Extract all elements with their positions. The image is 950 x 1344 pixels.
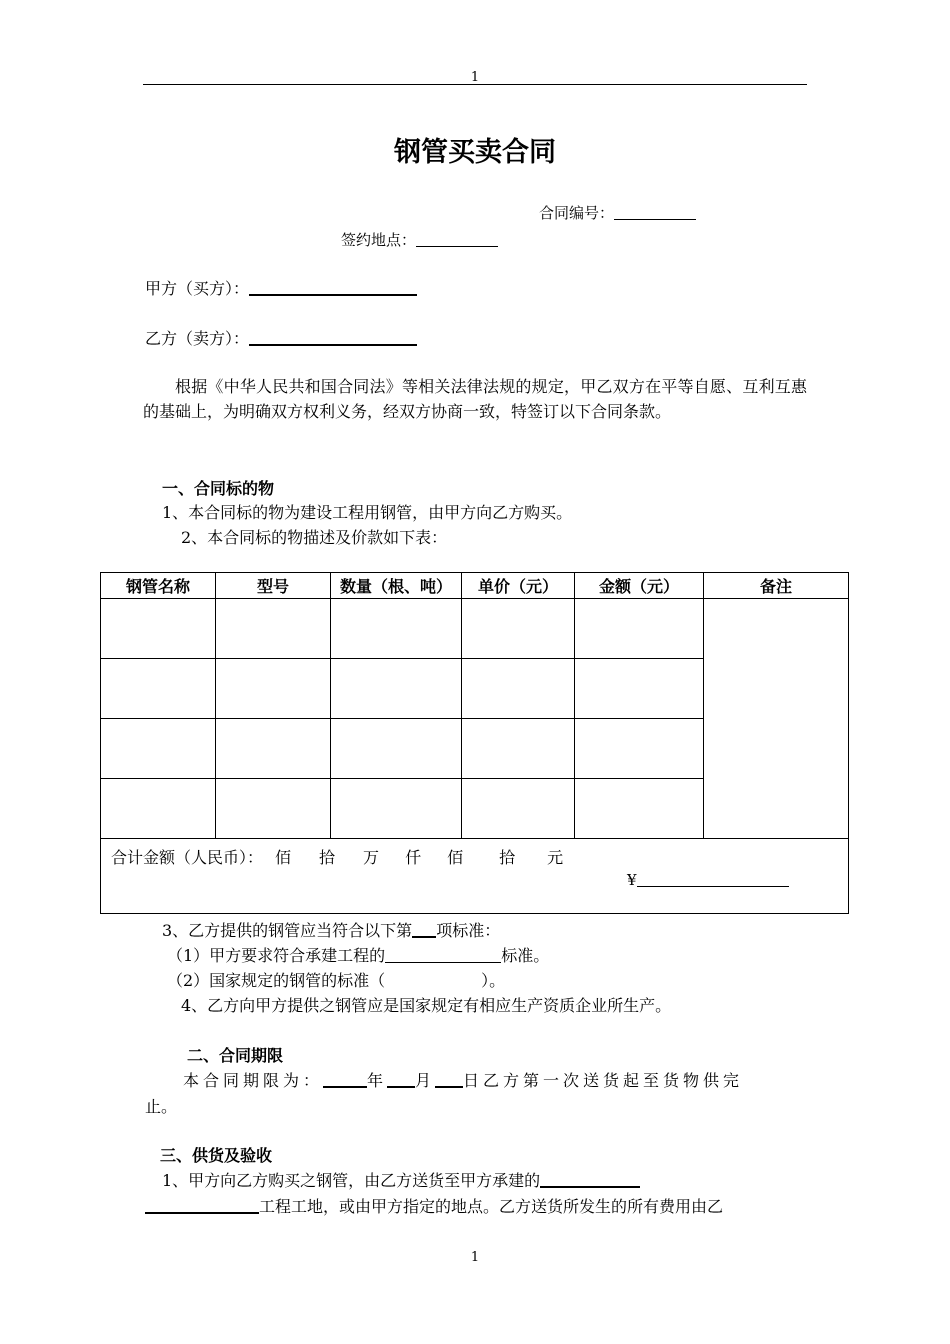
year-blank <box>323 1070 367 1088</box>
section2-term-line <box>145 1068 807 1091</box>
section3-item1-line1 <box>162 1168 640 1191</box>
table-cell <box>331 599 462 659</box>
remarks-cell <box>704 599 849 839</box>
contract-number-label: 合同编号： <box>539 204 615 222</box>
col-header-name: 钢管名称 <box>101 573 216 599</box>
table-cell <box>331 779 462 839</box>
party-a-blank <box>249 278 417 296</box>
table-row <box>101 599 849 659</box>
unit-bai-2: 佰 <box>447 848 464 867</box>
table-cell <box>101 659 216 719</box>
section2-term-end: 止。 <box>145 1097 178 1116</box>
total-amount-cell <box>101 839 849 914</box>
yen-symbol: ¥ <box>627 871 637 889</box>
party-b-field <box>145 326 417 349</box>
table-header-row <box>101 573 849 599</box>
sign-place-blank <box>416 231 498 247</box>
table-cell <box>462 779 575 839</box>
table-cell <box>462 659 575 719</box>
document-title: 钢管买卖合同 <box>394 137 556 168</box>
table-cell <box>462 719 575 779</box>
section2-heading: 二、合同期限 <box>187 1046 284 1065</box>
table-cell <box>575 599 704 659</box>
table-cell <box>331 719 462 779</box>
col-header-quantity: 数量（根、吨） <box>331 573 462 599</box>
table-cell <box>216 599 331 659</box>
section1-item1: 1、本合同标的物为建设工程用钢管，由甲方向乙方购买。 <box>162 503 573 522</box>
project-name-blank-2 <box>145 1196 259 1214</box>
table-cell <box>216 719 331 779</box>
col-header-amount: 金额（元） <box>575 573 704 599</box>
table-cell <box>575 779 704 839</box>
term-tail: 日乙方第一次送货起至货物供完 <box>463 1071 744 1090</box>
sign-place-field <box>341 229 498 250</box>
col-header-model: 型号 <box>216 573 331 599</box>
standards-item3 <box>162 918 500 941</box>
table-cell <box>462 599 575 659</box>
party-a-label: 甲方（买方）： <box>145 279 250 298</box>
footer-page-number: 1 <box>470 1250 480 1265</box>
standards-item3-suffix: 项标准： <box>436 921 501 940</box>
col-header-unit-price: 单价（元） <box>462 573 575 599</box>
col-header-remarks: 备注 <box>704 573 849 599</box>
day-blank <box>435 1070 463 1088</box>
total-label: 合计金额（人民币）： <box>111 848 264 867</box>
table-cell <box>101 779 216 839</box>
contract-number-blank <box>614 204 696 220</box>
standards-item4: 4、乙方向甲方提供之钢管应是国家规定有相应生产资质企业所生产。 <box>181 996 672 1015</box>
unit-shi: 拾 <box>319 848 336 867</box>
table-cell <box>575 719 704 779</box>
standards-option1-suffix: 标准。 <box>501 946 550 965</box>
goods-table <box>100 572 849 914</box>
table-cell <box>216 779 331 839</box>
section1-item2: 2、本合同标的物描述及价款如下表： <box>181 528 448 547</box>
month-blank <box>387 1070 415 1088</box>
table-total-row <box>101 839 849 914</box>
preamble-paragraph: 根据《中华人民共和国合同法》等相关法律法规的规定，甲乙双方在平等自愿、互利互惠的基础上，为明确双方权利义务，经双方协商一致，特签订以下合同条款。 <box>143 377 807 421</box>
month-label: 月 <box>415 1071 436 1090</box>
unit-bai: 佰 <box>275 848 292 867</box>
header-rule <box>143 84 807 85</box>
standard-choice-blank <box>412 920 436 938</box>
sign-place-label: 签约地点： <box>341 231 417 249</box>
section1-heading: 一、合同标的物 <box>162 479 275 498</box>
header-page-number: 1 <box>470 70 480 85</box>
standards-option2: （2）国家规定的钢管的标准（ ）。 <box>167 971 506 990</box>
unit-shi-2: 拾 <box>499 848 516 867</box>
unit-qian: 仟 <box>405 848 422 867</box>
term-prefix: 本合同期限为： <box>183 1071 324 1090</box>
yen-amount-blank <box>637 871 789 887</box>
table-cell <box>216 659 331 719</box>
yen-amount-field <box>627 871 789 889</box>
year-label: 年 <box>367 1071 388 1090</box>
section3-item1-line2-text: 工程工地，或由甲方指定的地点。乙方送货所发生的所有费用由乙 <box>259 1197 724 1216</box>
table-cell <box>101 599 216 659</box>
section3-item1-prefix: 1、甲方向乙方购买之钢管，由乙方送货至甲方承建的 <box>162 1171 541 1190</box>
total-amount-line <box>111 845 563 868</box>
table-cell <box>575 659 704 719</box>
party-b-blank <box>249 328 417 346</box>
party-b-label: 乙方（卖方）： <box>145 329 250 348</box>
unit-yuan: 元 <box>547 848 564 867</box>
table-cell <box>101 719 216 779</box>
standards-option1 <box>167 943 549 966</box>
section3-item1-line2 <box>145 1194 723 1217</box>
party-a-field <box>145 276 417 299</box>
project-name-blank <box>540 1170 640 1188</box>
table-cell <box>331 659 462 719</box>
standards-option1-prefix: （1）甲方要求符合承建工程的 <box>167 946 386 965</box>
section3-heading: 三、供货及验收 <box>160 1146 273 1165</box>
project-standard-blank <box>385 946 501 963</box>
unit-wan: 万 <box>363 848 380 867</box>
standards-item3-prefix: 3、乙方提供的钢管应当符合以下第 <box>162 921 413 940</box>
contract-number-field <box>539 202 696 223</box>
